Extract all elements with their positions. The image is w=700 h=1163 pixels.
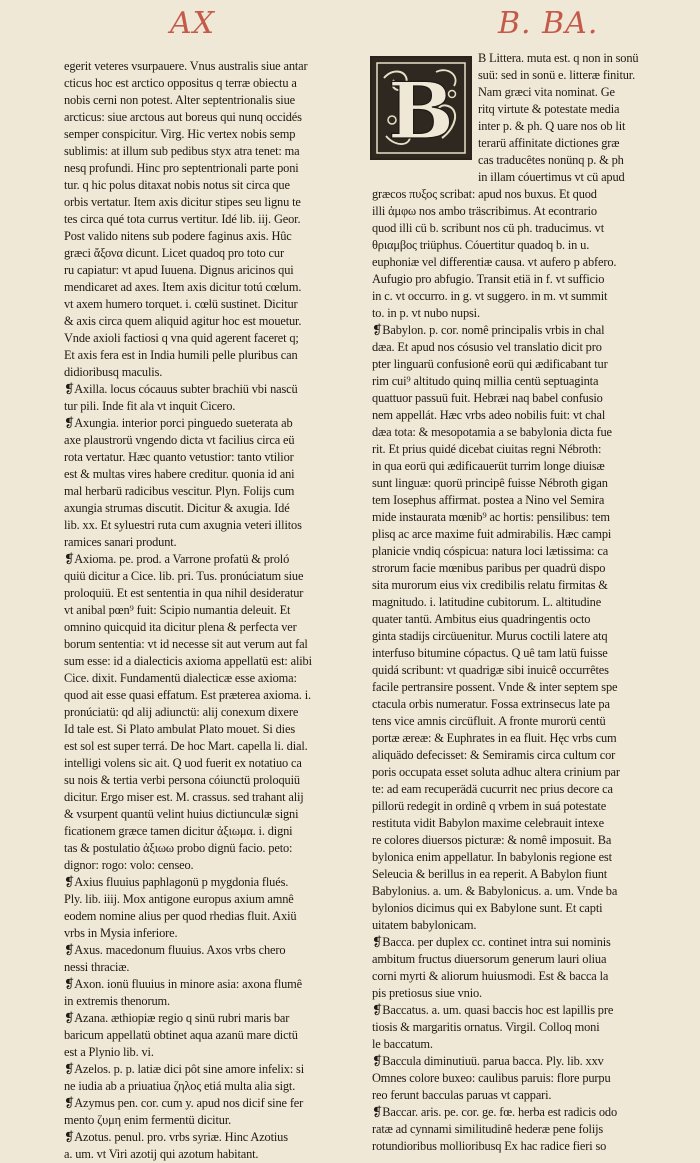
text-line: terarü affinitate dictiones græ xyxy=(478,136,620,150)
text-line: aliquädo defecisset: & Semiramis circa cultum cor xyxy=(372,748,616,762)
text-line: est sol est super terrá. De hoc Mart. capella li. dial. xyxy=(64,739,308,753)
text-line: ❡Azelos. p. p. latiæ dici pôt sine amore infelix: si xyxy=(64,1062,305,1076)
text-line: dæa tota: & mesopotamia a se babylonia dicta fue xyxy=(372,425,612,439)
text-line: græcos πυξος scribat: apud nos buxus. Et quod xyxy=(372,187,597,201)
left-column xyxy=(64,58,360,1163)
folio-mark-right: B. BA. xyxy=(498,6,599,41)
text-line: mide instaurata mœnib⁹ ac hortis: pensilibus: tem xyxy=(372,510,610,524)
text-line: quater tantü. Ambitus eius quadringentis octo xyxy=(372,612,591,626)
text-line: θριαμβος triüphus. Cóuertitur quadoq b. in u. xyxy=(372,238,590,252)
text-line: nem appellát. Hæc vrbs adeo nobilis fuit: vt chal xyxy=(372,408,606,422)
text-line: Ply. lib. iiij. Mox antigone europus axium amnê xyxy=(64,892,294,906)
initial-letter: B xyxy=(388,66,454,157)
text-line: in illam cóuertimus vt cü apud xyxy=(478,170,625,184)
text-line: vrbs in Mysia inferiore. xyxy=(64,926,178,940)
text-line: tem Iosephus affirmat. postea a Nino vel Semira xyxy=(372,493,605,507)
text-line: quiü dicitur a Cice. lib. pri. Tus. pronúciatum siue xyxy=(64,569,304,583)
text-line: dicitur. Ergo miser est. M. crassus. sed trahant alij xyxy=(64,790,304,804)
text-line: in extremis thenorum. xyxy=(64,994,170,1008)
text-line: pis pretiosus siue vnio. xyxy=(372,986,482,1000)
text-line: B Littera. muta est. q non in sonü xyxy=(478,51,639,65)
text-line: cticus hoc est arctico oppositus q terræ obiectu a xyxy=(64,76,297,90)
text-line: ❡Azana. æthiopiæ regio q sinü rubri maris bar xyxy=(64,1011,290,1025)
text-line: tas & postulatio ἀξιωω probo dignü facio. peto: xyxy=(64,841,293,855)
text-line: Cice. dixit. Fundamentü dialecticæ esse axioma: xyxy=(64,671,297,685)
text-line: Vnde axioli factiosi q vna quid agerent faceret q; xyxy=(64,331,299,345)
text-line: nesq profundi. Hinc pro septentrionali parte poni xyxy=(64,161,299,175)
text-line: corni myrti & aliorum huiusmodi. Est & bacca la xyxy=(372,969,609,983)
text-line: a. um. vt Viri azotij qui azotum habitant. xyxy=(64,1147,259,1161)
text-line: dignor: rogo: volo: censeo. xyxy=(64,858,194,872)
text-line: Post valido nitens sub podere faginus axis. Hûc xyxy=(64,229,292,243)
text-line: ❡Baccar. aris. pe. cor. ge. fœ. herba est radicis odo xyxy=(372,1105,617,1119)
text-line: græci ἄξονα dicunt. Licet quadoq pro toto cur xyxy=(64,246,284,260)
text-line: mendicaret ad axes. Item axis dicitur totú cœlum. xyxy=(64,280,302,294)
text-line: restituta vidit Babylon maxime celebrauit intexe xyxy=(372,816,604,830)
text-line: ratæ ad cynnami similitudinê hederæ pene folijs xyxy=(372,1122,604,1136)
text-line: in c. vt occurro. in g. vt suggero. in m. vt summit xyxy=(372,289,608,303)
text-line: est & multas vires habere creditur. quonia id ani xyxy=(64,467,295,481)
text-line: le baccatum. xyxy=(372,1037,433,1051)
text-line: quattuor passuü fuit. Hebræi naq babel confusio xyxy=(372,391,603,405)
text-line: ❡Axilla. locus cócauus subter brachiü vbi nascü xyxy=(64,382,298,396)
text-line: Id tale est. Si Plato ambulat Plato mouet. Si dies xyxy=(64,722,295,736)
text-line: pronúciatü: qd alij adiunctü: alij conexum dixere xyxy=(64,705,299,719)
text-line: borum sententia: vt id necesse sit aut verum aut fal xyxy=(64,637,308,651)
text-line: suü: sed in sonü e. litteræ finitur. xyxy=(478,68,636,82)
text-line: Et axis fera est in India humili pelle pluribus can xyxy=(64,348,298,362)
text-line: tur. q hic polus ditaxat nobis notus sit circa que xyxy=(64,178,290,192)
text-line: axungia strumas discutit. Dicitur & axugia. Idé xyxy=(64,501,290,515)
text-line: eodem nomine alius per quod rhedias fluit. Axiü xyxy=(64,909,297,923)
right-column xyxy=(372,50,680,1155)
text-line: ❡Bacca. per duplex cc. continet intra sui nominis xyxy=(372,935,611,949)
text-line: ramices sanari produnt. xyxy=(64,535,177,549)
text-line: poris occupata esset soluta adhuc altera crinium par xyxy=(372,765,620,779)
text-line: orbis vertatur. Item axis dicitur stipes seu lignu te xyxy=(64,195,301,209)
text-line: strorum facie mœnibus paribus per quadrü dispo xyxy=(372,561,606,575)
text-line: ❡Axioma. pe. prod. a Varrone profatü & proló xyxy=(64,552,290,566)
text-line: illi ἀμφω nos ambo träscribimus. At econtrario xyxy=(372,204,597,218)
text-line: semper conspicitur. Virg. Hic vertex nobis semp xyxy=(64,127,296,141)
text-line: ❡Axungia. interior porci pinguedo sueterata ab xyxy=(64,416,293,430)
text-line: bylonios dicimus qui ex Babylone sunt. Et capti xyxy=(372,901,603,915)
text-line: portæ æreæ: & Euphrates in ea fluit. Hęc vrbs cum xyxy=(372,731,617,745)
text-line: est a Plynio lib. vi. xyxy=(64,1045,154,1059)
text-line: planicie vndiq cóspicua: natura loci lætissima: ca xyxy=(372,544,609,558)
text-line: nessi thraciæ. xyxy=(64,960,130,974)
text-line: reo ferunt bacculas paruas vt cappari. xyxy=(372,1088,552,1102)
text-line: inter p. & ph. Q uare nos ob lit xyxy=(478,119,626,133)
text-line: ❡Azymus pen. cor. cum y. apud nos dicif sine fer xyxy=(64,1096,304,1110)
text-line: cas traducêtes nonünq p. & ph xyxy=(478,153,624,167)
text-line: ❡Axius fluuius paphlagonü p mygdonia flués. xyxy=(64,875,289,889)
text-line: magnitudo. i. latitudine cubitorum. L. altitudine xyxy=(372,595,602,609)
folio-mark-left: AX xyxy=(170,6,216,41)
text-line: ❡Baccatus. a. um. quasi baccis hoc est lapillis pre xyxy=(372,1003,614,1017)
text-line: tur pili. Inde fit ala vt inquit Cicero. xyxy=(64,399,236,413)
text-line: te: ad eam recuperädä cucurrit nec prius decore ca xyxy=(372,782,613,796)
text-line: ❡Babylon. p. cor. nomê principalis vrbis in chal xyxy=(372,323,605,337)
text-line: Nam græci vita nominat. Ge xyxy=(478,85,615,99)
text-line: tiosis & margaritis ornatus. Virgil. Colloq moni xyxy=(372,1020,600,1034)
text-line: Omnes colore buxeo: caulibus paruis: flore purpu xyxy=(372,1071,611,1085)
text-line: nobis cerni non potest. Alter septentrionalis siue xyxy=(64,93,295,107)
text-line: sum esse: id a dialecticis axioma appellatü est: alibi xyxy=(64,654,312,668)
text-line: ne iudia ab a priuatiua ζηλος etiá multa alia sigt. xyxy=(64,1079,296,1093)
text-line: egerit veteres vsurpauere. Vnus australis siue antar xyxy=(64,59,308,73)
text-line: sita murorum eius vix credibilis relatu firmitas & xyxy=(372,578,608,592)
text-line: mal herbarü radicibus vescitur. Plyn. Folijs cum xyxy=(64,484,295,498)
text-line: tes circa qué tota currus vertitur. Idé lib. iij. Geor. xyxy=(64,212,301,226)
text-line: uitatem babylonicam. xyxy=(372,918,477,932)
text-line: rim cui⁹ altitudo quinq millia centü septuaginta xyxy=(372,374,599,388)
text-line: ❡Axon. ionü fluuius in minore asia: axona flumê xyxy=(64,977,303,991)
text-line: axe plaustrorü vngendo dicta vt facilius circa eü xyxy=(64,433,295,447)
text-line: intelligi volens sic ait. Q uod fuerit ex notatiuo ca xyxy=(64,756,302,770)
text-line: re colores diuersos picturæ: & nomê imposuit. Ba xyxy=(372,833,612,847)
text-line: ru capiatur: vt apud Iuuena. Dignus aricinos qui xyxy=(64,263,294,277)
text-line: ctacula orbis numeratur. Fossa extrinsecus late pa xyxy=(372,697,610,711)
text-line: ginta stadijs circüuenitur. Murus coctili latere atq xyxy=(372,629,608,643)
text-line: rota vertatur. Hæc quanto vetustior: tanto vtilior xyxy=(64,450,294,464)
text-line: ❡Baccula diminutiuü. parua bacca. Ply. lib. xxv xyxy=(372,1054,604,1068)
text-line: to. in p. vt nubo nupsi. xyxy=(372,306,480,320)
text-line: ❡Azotus. penul. pro. vrbs syriæ. Hinc Azotius xyxy=(64,1130,288,1144)
text-line: plisq ac arce maxime fuit admirabilis. Hæc campi xyxy=(372,527,612,541)
text-line: bylonica enim appellatur. In babylonis regione est xyxy=(372,850,612,864)
text-line: ficationem græce tamen dicitur ἀξιωμα. i. digni xyxy=(64,824,293,838)
text-line: interfuso bitumine cópactus. Q uê tam latü fuisse xyxy=(372,646,608,660)
text-line: sunt linguæ: quorü principê fuisse Nébroth gigan xyxy=(372,476,608,490)
text-line: didioribusq maculis. xyxy=(64,365,163,379)
text-line: Seleucia & berillus in ea reperit. A Babylon fiunt xyxy=(372,867,608,881)
text-line: vt axem humero torquet. i. cœlü sustinet. Dicitur xyxy=(64,297,298,311)
text-line: vt anibal pœn⁹ fuit: Scipio numantia deleuit. Et xyxy=(64,603,291,617)
text-line: pillorü redegit in ordinê q vrbem in suá potestate xyxy=(372,799,607,813)
text-line: dæa. Et apud nos cósusio vel translatio dicit pro xyxy=(372,340,602,354)
text-line: mento ζυμη enim fermentü dicitur. xyxy=(64,1113,232,1127)
text-line: baricum appellatü obtinet aqua azanü mare dictü xyxy=(64,1028,298,1042)
text-line: pter linguarü confusionê eorü qui ædificabant tur xyxy=(372,357,608,371)
text-line: & axis circa quem aliquid agitur hoc est mouetur. xyxy=(64,314,302,328)
text-line: rotundioribus mollioribusq Ex hac radice fieri so xyxy=(372,1139,607,1153)
text-line: ambitum fructus diuersorum generum lauri oliua xyxy=(372,952,607,966)
text-line: lib. xx. Et syluestri ruta cum axugnia veteri illitos xyxy=(64,518,302,532)
text-line: euphoniæ vel differentiæ causa. vt aufero p abfero. xyxy=(372,255,617,269)
text-line: ritq virtute & potestate media xyxy=(478,102,620,116)
text-line: sublimis: at illum sub pedibus styx atra tenet: ma xyxy=(64,144,300,158)
text-line: tens vice amnis circüfluit. A fronte murorü centü xyxy=(372,714,606,728)
text-line: Babylonius. a. um. & Babylonicus. a. um. Vnde ba xyxy=(372,884,618,898)
text-line: quod ait esse quasi effatum. Est præterea axioma. i. xyxy=(64,688,311,702)
text-line: & vsurpent quantü velint huius dictiunculæ signi xyxy=(64,807,299,821)
text-line: su nois & tertia verbi persona cóiunctü proloquiü xyxy=(64,773,300,787)
text-line: Aufugio pro abfugio. Transit etiä in f. vt sufficio xyxy=(372,272,605,286)
text-line: ❡Axus. macedonum fluuius. Axos vrbs chero xyxy=(64,943,286,957)
text-line: rit. Et prius quidé dicebat ciuitas regni Nébroth: xyxy=(372,442,602,456)
text-line: omnino quicquid ita dicitur plena & perfecta ver xyxy=(64,620,297,634)
text-line: quidá scribunt: vt quadrigæ sibi inuicê occurrêtes xyxy=(372,663,609,677)
text-line: facile pertransire possent. Vnde & inter septem spe xyxy=(372,680,618,694)
text-line: proloquiü. Et est sententia in qua nihil desideratur xyxy=(64,586,304,600)
text-line: in qua eorü qui ædificauerüt turrim longe diuisæ xyxy=(372,459,605,473)
text-line: quod illi cü b. scribunt nos cü ph. traducimus. vt xyxy=(372,221,605,235)
text-line: arcticus: siue arctous aut boreus qui nunq occidés xyxy=(64,110,302,124)
